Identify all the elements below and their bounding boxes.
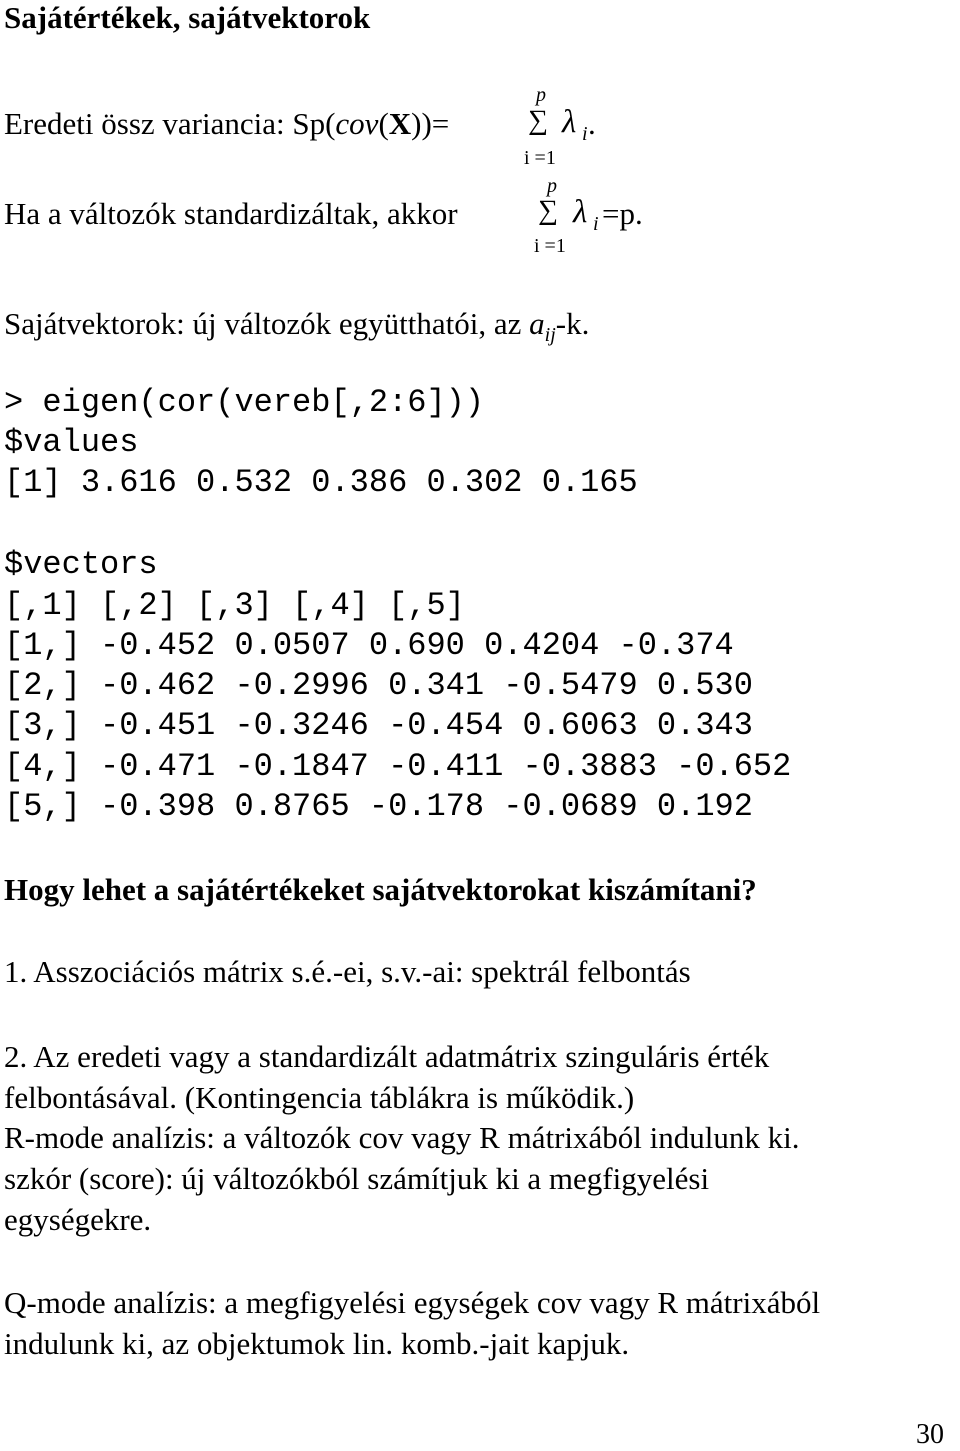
lambda-symbol-2: λ	[573, 194, 588, 230]
score-line-2: egységekre.	[4, 1202, 152, 1237]
page-number: 30	[916, 1419, 944, 1450]
code-line-6: [1,] -0.452 0.0507 0.690 0.4204 -0.374	[4, 627, 734, 664]
lambda-symbol-1: λ	[562, 104, 577, 140]
standardized-line: Ha a változók standardizáltak, akkor	[4, 196, 458, 231]
code-line-7: [2,] -0.462 -0.2996 0.341 -0.5479 0.530	[4, 667, 753, 704]
a-subscript: ij	[544, 324, 556, 347]
a-term: a	[529, 306, 545, 341]
eigenvectors-text: Sajátvektorok: új változók együtthatói, az	[4, 306, 530, 341]
r-mode-line: R-mode analízis: a változók cov vagy R mátrixából indulunk ki.	[4, 1120, 800, 1155]
lambda-subscript-2: i	[593, 213, 599, 235]
code-line-3: [1] 3.616 0.532 0.386 0.302 0.165	[4, 464, 638, 501]
page-title: Sajátértékek, sajátvektorok	[4, 0, 371, 35]
line2-end: =p.	[602, 196, 643, 231]
code-line-5: [,1] [,2] [,3] [,4] [,5]	[4, 587, 465, 624]
question-heading: Hogy lehet a sajátértékeket sajátvektorokat kiszámítani?	[4, 872, 757, 907]
sum-upper-limit-2: p	[547, 175, 557, 197]
lambda-subscript-1: i	[582, 123, 588, 145]
line1-end: .	[588, 106, 596, 141]
total-variance-text: Eredeti össz variancia: Sp(	[4, 106, 336, 141]
score-line-1: szkór (score): új változókból számítjuk ki a megfigyelési	[4, 1161, 710, 1196]
sum-upper-limit-1: p	[536, 84, 546, 106]
sum-lower-limit-2: i =1	[534, 235, 566, 257]
sum-symbol-2: ∑	[538, 195, 558, 226]
total-variance-close: ))=	[411, 106, 450, 141]
code-line-1: > eigen(cor(vereb[,2:6]))	[4, 384, 485, 421]
sum-lower-limit-1: i =1	[524, 147, 556, 169]
item-2-line-2: felbontásával. (Kontingencia táblákra is működik.)	[4, 1080, 635, 1115]
code-line-9: [4,] -0.471 -0.1847 -0.411 -0.3883 -0.652	[4, 748, 792, 785]
x-matrix-term: X	[388, 106, 412, 141]
code-line-10: [5,] -0.398 0.8765 -0.178 -0.0689 0.192	[4, 788, 753, 825]
item-1: 1. Asszociációs mátrix s.é.-ei, s.v.-ai: spektrál felbontás	[4, 954, 691, 989]
total-variance-line: Eredeti össz variancia: Sp(cov(X))=	[4, 106, 450, 141]
sum-symbol-1: ∑	[528, 105, 548, 136]
code-line-4: $vectors	[4, 546, 158, 583]
code-line-2: $values	[4, 424, 139, 461]
eigenvectors-line	[4, 308, 589, 345]
eigenvectors-end: -k.	[555, 306, 590, 341]
item-2-line-1: 2. Az eredeti vagy a standardizált adatmátrix szinguláris érték	[4, 1039, 770, 1074]
cov-term: cov	[335, 106, 379, 141]
q-mode-line-1: Q-mode analízis: a megfigyelési egységek cov vagy R mátrixából	[4, 1285, 821, 1320]
q-mode-line-2: indulunk ki, az objektumok lin. komb.-jait kapjuk.	[4, 1326, 630, 1361]
code-line-8: [3,] -0.451 -0.3246 -0.454 0.6063 0.343	[4, 707, 753, 744]
